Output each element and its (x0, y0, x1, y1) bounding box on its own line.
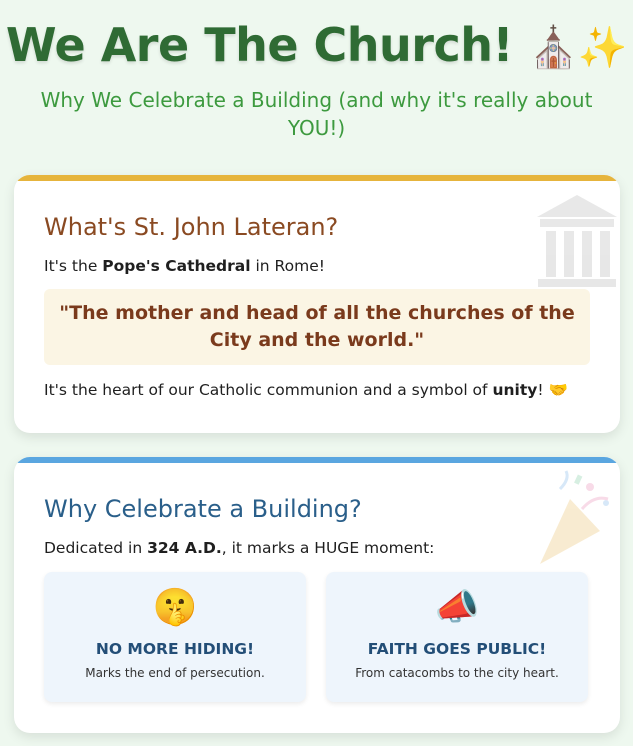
intro-text: Dedicated in (44, 539, 148, 557)
body-text-end: ! 🤝 (537, 381, 568, 399)
page-title-text: We Are The Church! (5, 18, 513, 72)
quote-box (44, 289, 590, 365)
feature-desc: Marks the end of persecution. (85, 666, 265, 680)
feature-title: NO MORE HIDING! (95, 640, 255, 658)
megaphone-icon: 📣 (434, 587, 480, 628)
card-intro (44, 257, 325, 275)
card-accent-bar (14, 175, 620, 181)
intro-text-end: in Rome! (250, 257, 325, 275)
temple-columns-icon (532, 189, 620, 289)
intro-text: It's the (44, 257, 103, 275)
card-heading: What's St. John Lateran? (44, 213, 339, 241)
info-card-lateran (14, 175, 620, 433)
intro-text-end: , it marks a HUGE moment: (221, 539, 435, 557)
church-sparkles-icon: ⛪✨ (528, 25, 628, 71)
card-body (44, 381, 568, 399)
card-accent-bar (14, 457, 620, 463)
card-intro (44, 539, 434, 557)
info-card-celebrate (14, 457, 620, 733)
page-subtitle: Why We Celebrate a Building (and why it's really about YOU!) (40, 88, 593, 140)
card-heading: Why Celebrate a Building? (44, 495, 362, 523)
body-text: It's the heart of our Catholic communion and a symbol of (44, 381, 493, 399)
feature-title: FAITH GOES PUBLIC! (367, 640, 547, 658)
shushing-face-icon: 🤫 (152, 587, 198, 628)
page-title (0, 18, 633, 72)
feature-card-no-hiding (44, 572, 306, 702)
intro-bold: 324 A.D. (147, 539, 222, 557)
intro-bold: Pope's Cathedral (102, 257, 251, 275)
quote-text: "The mother and head of all the churches of the City and the world." (59, 302, 575, 351)
feature-desc: From catacombs to the city heart. (355, 666, 559, 680)
feature-card-faith-public (326, 572, 588, 702)
party-popper-icon (530, 469, 616, 569)
body-bold: unity (492, 381, 538, 399)
